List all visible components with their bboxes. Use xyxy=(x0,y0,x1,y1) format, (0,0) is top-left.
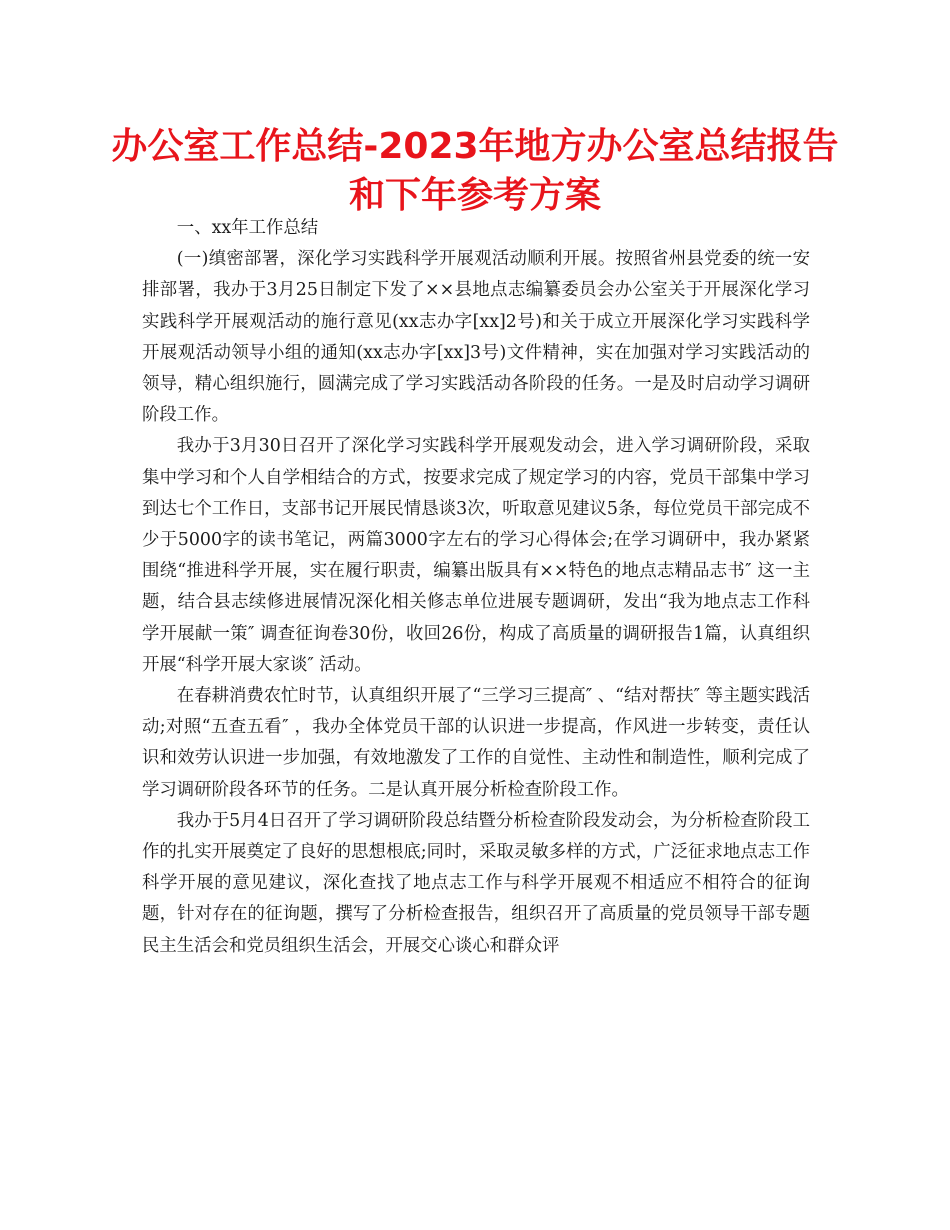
paragraph: 我办于3月30日召开了深化学习实践科学开展观发动会，进入学习调研阶段，采取集中学习和个人自学相结合的方式，按要求完成了规定学习的内容，党员干部集中学习到达七个工作日，支部书记开展民情恳谈3次，听取意见建议5条，每位党员干部完成不少于5000字的读书笔记，两篇3000字左右的学习心得体会;在学习调研中，我办紧紧围绕“推进科学开展，实在履行职责，编纂出版具有××特色的地点志精品志书″ 这一主题，结合县志续修进展情况深化相关修志单位进展专题调研，发出“我为地点志工作科学开展献一策″ 调查征询卷30份，收回26份，构成了高质量的调研报告1篇，认真组织开展“科学开展大家谈″ 活动。 xyxy=(142,436,810,675)
paragraph: 我办于5月4日召开了学习调研阶段总结暨分析检查阶段发动会，为分析检查阶段工作的扎实开展奠定了良好的思想根底;同时，采取灵敏多样的方式，广泛征求地点志工作科学开展的意见建议，深化查找了地点志工作与科学开展观不相适应不相符合的征询题，针对存在的征询题，撰写了分析检查报告，组织召开了高质量的党员领导干部专题民主生活会和党员组织生活会，开展交心谈心和群众评 xyxy=(142,810,810,956)
paragraph: 在春耕消费农忙时节，认真组织开展了“三学习三提高″ 、“结对帮扶″ 等主题实践活动;对照“五查五看″ ，我办全体党员干部的认识进一步提高，作风进一步转变，责任认识和效劳认识进一步加强，有效地激发了工作的自觉性、主动性和制造性，顺利完成了学习调研阶段各环节的任务。二是认真开展分析检查阶段工作。 xyxy=(142,686,810,800)
paragraph: (一)缜密部署，深化学习实践科学开展观活动顺利开展。按照省州县党委的统一安排部署，我办于3月25日制定下发了××县地点志编纂委员会办公室关于开展深化学习实践科学开展观活动的施行意见(xx志办字[xx]2号)和关于成立开展深化学习实践科学开展观活动领导小组的通知(xx志办字[xx]3号)文件精神，实在加强对学习实践活动的领导，精心组织施行，圆满完成了学习实践活动各阶段的任务。一是及时启动学习调研阶段工作。 xyxy=(142,249,810,426)
section-heading: 一、xx年工作总结 xyxy=(176,218,319,238)
document-title: 办公室工作总结-2023年地方办公室总结报告和下年参考方案 xyxy=(111,126,839,216)
document-body xyxy=(142,213,810,962)
